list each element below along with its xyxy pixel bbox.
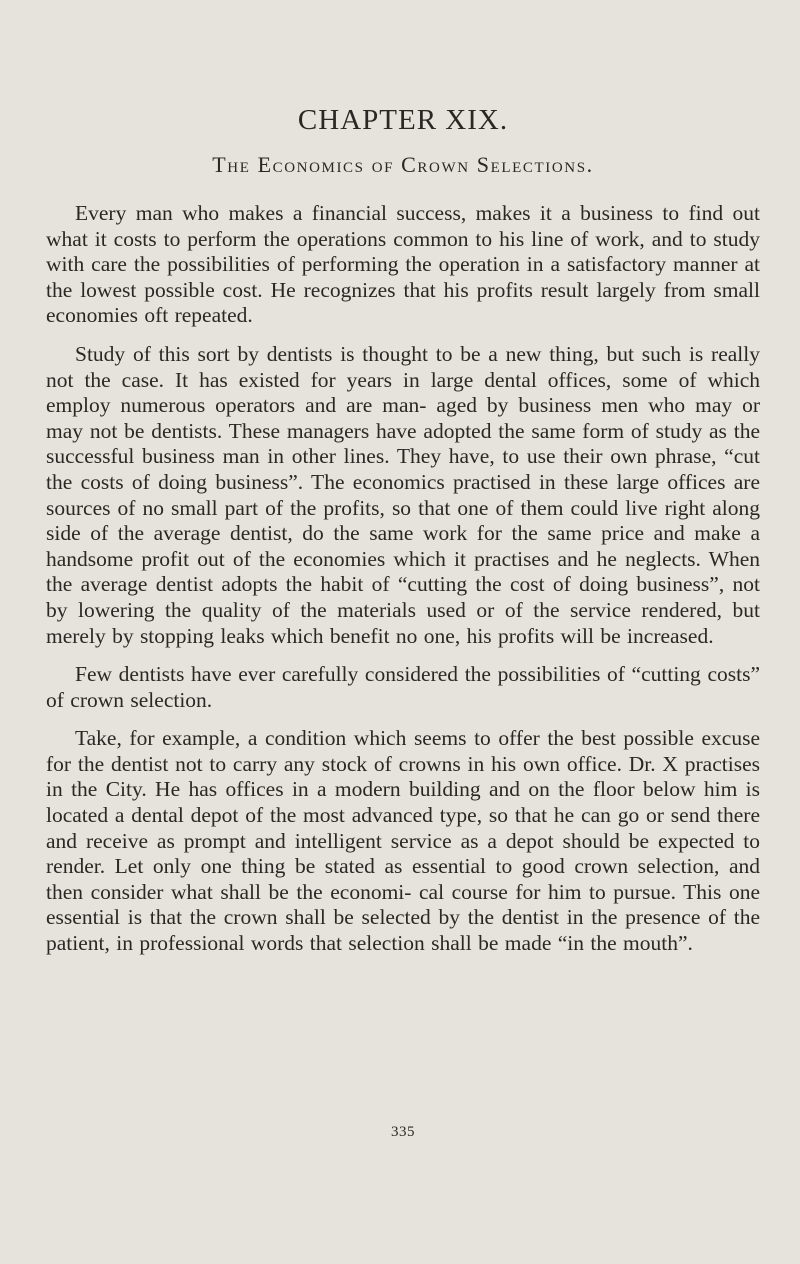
paragraph-2: Study of this sort by dentists is thought to be a new thing, but such is really not the case. It has existed for years in large dental offices, some of which employ numerous operators and are man- aged by business men who may or may not be dentists. These managers have adopted the same form of study as the successful business man in other lines. They have, to use their own phrase, “cut the costs of doing business”. The economics practised in these large offices are sources of no small part of the profits, so that one of them could live right along side of the average dentist, do the same work for the same price and make a handsome profit out of the economies which it practises and he neglects. When the average dentist adopts the habit of “cutting the cost of doing business”, not by lowering the quality of the materials used or of the service rendered, but merely by stopping leaks which benefit no one, his profits will be increased. <box>46 341 760 648</box>
page-number: 335 <box>391 1124 415 1140</box>
chapter-title: The Economics of Crown Selections. <box>212 152 594 177</box>
paragraph-1: Every man who makes a financial success, makes it a business to find out what it costs to perform the operations common to his line of work, and to study with care the possibilities of performing the operation in a satisfactory manner at the lowest possible cost. He recognizes that his profits result largely from small economies oft repeated. <box>46 201 760 328</box>
paragraph-4: Take, for example, a condition which seems to offer the best possible excuse for the dentist not to carry any stock of crowns in his own office. Dr. X practises in the City. He has offices in a modern building and on the floor below him is located a dental depot of the most advanced type, so that he can go or send there and receive as prompt and intelligent service as a depot should be expected to render. Let only one thing be stated as essential to good crown selection, and then consider what shall be the economi- cal course for him to pursue. This one essential is that the crown shall be selected by the dentist in the presence of the patient, in professional words that selection shall be made “in the mouth”. <box>46 726 760 956</box>
paragraph-3: Few dentists have ever carefully considered the possibilities of “cutting costs” of crown selection. <box>46 662 760 712</box>
chapter-heading: CHAPTER XIX. <box>297 104 509 136</box>
body-text <box>46 201 760 957</box>
